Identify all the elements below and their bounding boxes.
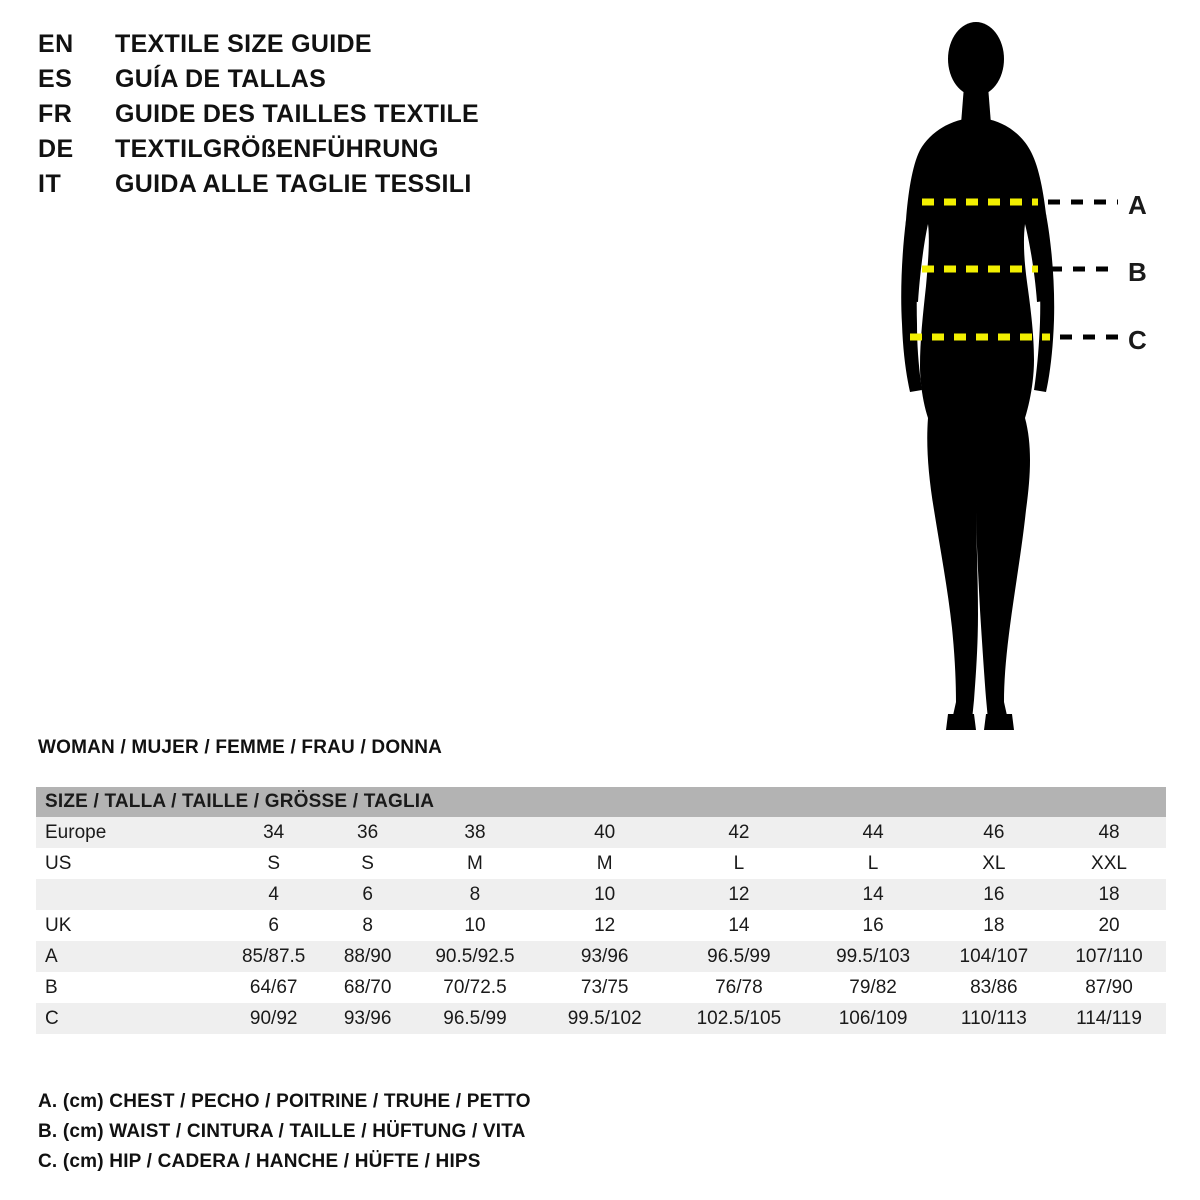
language-code: DE <box>38 135 74 163</box>
table-cell: 6 <box>220 910 327 941</box>
table-cell: M <box>542 848 667 879</box>
language-row-fr <box>38 100 738 135</box>
body-measurement-figure <box>860 14 1190 754</box>
table-cell: 96.5/99 <box>667 941 810 972</box>
row-label: US <box>36 848 220 879</box>
table-cell: 88/90 <box>327 941 408 972</box>
row-label: C <box>36 1003 220 1034</box>
female-silhouette-icon <box>901 22 1054 730</box>
table-row <box>36 910 1166 941</box>
table-cell: 16 <box>936 879 1052 910</box>
language-code: EN <box>38 30 74 58</box>
table-cell: S <box>327 848 408 879</box>
table-row <box>36 817 1166 848</box>
measurement-legend <box>38 1087 938 1177</box>
table-cell: 70/72.5 <box>408 972 542 1003</box>
language-title: GUÍA DE TALLAS <box>115 65 327 93</box>
row-label: B <box>36 972 220 1003</box>
language-row-es <box>38 65 738 100</box>
table-cell: L <box>810 848 935 879</box>
language-title-list <box>38 30 738 205</box>
table-cell: 10 <box>408 910 542 941</box>
table-cell: 107/110 <box>1052 941 1166 972</box>
legend-item-waist: B. (cm) WAIST / CINTURA / TAILLE / HÜFTUNG / VITA <box>38 1121 526 1142</box>
table-cell: 96.5/99 <box>408 1003 542 1034</box>
table-title: SIZE / TALLA / TAILLE / GRÖSSE / TAGLIA <box>36 787 1166 817</box>
group-caption: WOMAN / MUJER / FEMME / FRAU / DONNA <box>38 737 443 758</box>
table-cell: 12 <box>542 910 667 941</box>
table-row <box>36 848 1166 879</box>
language-title: GUIDE DES TAILLES TEXTILE <box>115 100 480 128</box>
table-cell: 38 <box>408 817 542 848</box>
table-cell: 14 <box>810 879 935 910</box>
language-code: FR <box>38 100 73 128</box>
table-cell: XXL <box>1052 848 1166 879</box>
table-cell: 8 <box>327 910 408 941</box>
table-cell: 90.5/92.5 <box>408 941 542 972</box>
table-cell: 20 <box>1052 910 1166 941</box>
table-cell: 79/82 <box>810 972 935 1003</box>
table-cell: 64/67 <box>220 972 327 1003</box>
table-cell: XL <box>936 848 1052 879</box>
marker-label-a: A <box>1128 190 1147 220</box>
table-row <box>36 972 1166 1003</box>
marker-label-b: B <box>1128 257 1147 287</box>
table-cell: 14 <box>667 910 810 941</box>
table-cell: 6 <box>327 879 408 910</box>
table-cell: 73/75 <box>542 972 667 1003</box>
table-cell: 104/107 <box>936 941 1052 972</box>
table-cell: S <box>220 848 327 879</box>
table-row <box>36 1003 1166 1034</box>
row-label: A <box>36 941 220 972</box>
table-cell: 90/92 <box>220 1003 327 1034</box>
size-table <box>36 787 1166 1034</box>
table-cell: 99.5/103 <box>810 941 935 972</box>
legend-item-hip: C. (cm) HIP / CADERA / HANCHE / HÜFTE / HIPS <box>38 1151 481 1172</box>
language-code: ES <box>38 65 73 93</box>
language-row-en <box>38 30 738 65</box>
row-label: UK <box>36 910 220 941</box>
table-cell: 102.5/105 <box>667 1003 810 1034</box>
table-cell: 76/78 <box>667 972 810 1003</box>
language-code: IT <box>38 170 62 198</box>
language-title: TEXTILGRÖßENFÜHRUNG <box>115 135 439 163</box>
table-cell: 93/96 <box>327 1003 408 1034</box>
table-cell: 44 <box>810 817 935 848</box>
language-title: GUIDA ALLE TAGLIE TESSILI <box>115 170 472 198</box>
language-row-de <box>38 135 738 170</box>
table-cell: 87/90 <box>1052 972 1166 1003</box>
table-cell: 40 <box>542 817 667 848</box>
row-label <box>36 879 220 910</box>
table-cell: 12 <box>667 879 810 910</box>
table-cell: 68/70 <box>327 972 408 1003</box>
table-cell: 36 <box>327 817 408 848</box>
marker-label-c: C <box>1128 325 1147 355</box>
legend-item-chest: A. (cm) CHEST / PECHO / POITRINE / TRUHE / PETTO <box>38 1091 531 1112</box>
table-cell: 18 <box>1052 879 1166 910</box>
table-cell: 4 <box>220 879 327 910</box>
table-cell: 18 <box>936 910 1052 941</box>
table-cell: 16 <box>810 910 935 941</box>
table-row <box>36 879 1166 910</box>
table-cell: 110/113 <box>936 1003 1052 1034</box>
table-cell: 42 <box>667 817 810 848</box>
table-cell: L <box>667 848 810 879</box>
table-title-row <box>36 787 1166 817</box>
table-cell: 93/96 <box>542 941 667 972</box>
row-label: Europe <box>36 817 220 848</box>
table-cell: 85/87.5 <box>220 941 327 972</box>
table-cell: 8 <box>408 879 542 910</box>
table-cell: 10 <box>542 879 667 910</box>
table-cell: M <box>408 848 542 879</box>
table-cell: 99.5/102 <box>542 1003 667 1034</box>
table-cell: 83/86 <box>936 972 1052 1003</box>
language-title: TEXTILE SIZE GUIDE <box>115 30 372 58</box>
table-cell: 46 <box>936 817 1052 848</box>
table-cell: 106/109 <box>810 1003 935 1034</box>
table-cell: 114/119 <box>1052 1003 1166 1034</box>
table-cell: 34 <box>220 817 327 848</box>
table-row <box>36 941 1166 972</box>
language-row-it <box>38 170 738 205</box>
table-cell: 48 <box>1052 817 1166 848</box>
